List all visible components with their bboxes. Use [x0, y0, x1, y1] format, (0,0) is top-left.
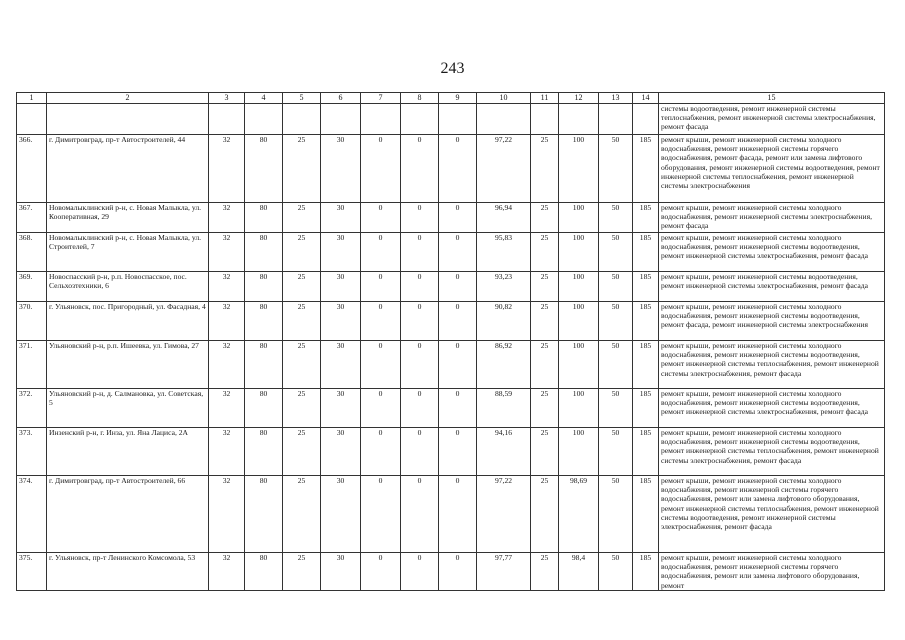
value-cell: 32 [209, 271, 245, 301]
table-row [17, 475, 885, 552]
value-cell: 50 [599, 202, 633, 232]
value-cell: 25 [283, 427, 321, 475]
value-cell: 30 [321, 552, 361, 590]
value-cell: 30 [321, 202, 361, 232]
value-cell: 97,22 [477, 475, 531, 552]
value-cell: 80 [245, 202, 283, 232]
value-cell: 80 [245, 134, 283, 202]
value-cell: 0 [401, 552, 439, 590]
value-cell: 32 [209, 134, 245, 202]
value-cell: 25 [283, 301, 321, 340]
table-row [17, 427, 885, 475]
column-header: 12 [559, 93, 599, 104]
value-cell: 30 [321, 134, 361, 202]
value-cell: 25 [283, 388, 321, 427]
column-header: 4 [245, 93, 283, 104]
row-index: 368. [17, 232, 47, 271]
address-cell: Новомалыклинский р-н, с. Новая Малыкла, ул. Строителей, 7 [47, 232, 209, 271]
row-index [17, 103, 47, 134]
register-table [16, 92, 885, 591]
value-cell: 32 [209, 340, 245, 388]
value-cell: 185 [633, 388, 659, 427]
value-cell: 25 [531, 475, 559, 552]
value-cell: 25 [283, 232, 321, 271]
value-cell: 30 [321, 340, 361, 388]
table-row [17, 552, 885, 590]
value-cell: 25 [531, 301, 559, 340]
value-cell: 25 [531, 427, 559, 475]
value-cell: 25 [283, 134, 321, 202]
value-cell [321, 103, 361, 134]
column-header: 3 [209, 93, 245, 104]
value-cell: 0 [361, 427, 401, 475]
value-cell: 50 [599, 301, 633, 340]
value-cell: 0 [439, 340, 477, 388]
value-cell: 0 [361, 232, 401, 271]
row-index: 374. [17, 475, 47, 552]
value-cell: 185 [633, 427, 659, 475]
value-cell: 0 [361, 271, 401, 301]
value-cell: 0 [439, 271, 477, 301]
value-cell: 100 [559, 134, 599, 202]
value-cell: 30 [321, 271, 361, 301]
address-cell: г. Ульяновск, пос. Пригородный, ул. Фасадная, 4 [47, 301, 209, 340]
table-row [17, 103, 885, 134]
column-header: 13 [599, 93, 633, 104]
table-row [17, 202, 885, 232]
value-cell: 0 [439, 552, 477, 590]
works-cell: системы водоотведения, ремонт инженерной системы теплоснабжения, ремонт инженерной системы электроснабжения, ремонт фасада [659, 103, 885, 134]
value-cell: 0 [361, 134, 401, 202]
column-header: 1 [17, 93, 47, 104]
value-cell: 50 [599, 552, 633, 590]
value-cell: 0 [361, 475, 401, 552]
value-cell: 0 [439, 232, 477, 271]
value-cell: 0 [401, 134, 439, 202]
value-cell: 30 [321, 427, 361, 475]
value-cell: 80 [245, 340, 283, 388]
value-cell: 32 [209, 388, 245, 427]
value-cell: 0 [401, 271, 439, 301]
value-cell: 80 [245, 232, 283, 271]
value-cell: 185 [633, 301, 659, 340]
column-header: 11 [531, 93, 559, 104]
table-row [17, 134, 885, 202]
value-cell: 30 [321, 301, 361, 340]
value-cell: 25 [531, 134, 559, 202]
value-cell: 88,59 [477, 388, 531, 427]
works-cell: ремонт крыши, ремонт инженерной системы водоотведения, ремонт инженерной системы электроснабжения, ремонт фасада [659, 271, 885, 301]
value-cell: 100 [559, 301, 599, 340]
value-cell: 25 [531, 232, 559, 271]
column-number-row [17, 93, 885, 104]
value-cell: 25 [283, 552, 321, 590]
value-cell [401, 103, 439, 134]
table-body [17, 103, 885, 590]
value-cell: 0 [401, 340, 439, 388]
address-cell: Новомалыклинский р-н, с. Новая Малыкла, ул. Кооперативная, 29 [47, 202, 209, 232]
value-cell [283, 103, 321, 134]
value-cell [361, 103, 401, 134]
column-header: 6 [321, 93, 361, 104]
value-cell: 30 [321, 388, 361, 427]
value-cell: 0 [361, 301, 401, 340]
address-cell: Инзенский р-н, г. Инза, ул. Яна Лациса, 2А [47, 427, 209, 475]
works-cell: ремонт крыши, ремонт инженерной системы холодного водоснабжения, ремонт инженерной системы водоотведения, ремонт инженерной системы электроснабжения, ремонт фасада [659, 388, 885, 427]
value-cell: 0 [401, 202, 439, 232]
value-cell: 30 [321, 232, 361, 271]
value-cell [633, 103, 659, 134]
value-cell: 30 [321, 475, 361, 552]
value-cell: 0 [361, 388, 401, 427]
value-cell: 32 [209, 427, 245, 475]
works-cell: ремонт крыши, ремонт инженерной системы холодного водоснабжения, ремонт инженерной системы горячего водоснабжения, ремонт или замена лифтового оборудования, ремонт [659, 552, 885, 590]
value-cell: 98,69 [559, 475, 599, 552]
address-cell: г. Ульяновск, пр-т Ленинского Комсомола, 53 [47, 552, 209, 590]
value-cell: 50 [599, 388, 633, 427]
row-index: 373. [17, 427, 47, 475]
value-cell: 100 [559, 427, 599, 475]
value-cell: 86,92 [477, 340, 531, 388]
row-index: 370. [17, 301, 47, 340]
value-cell: 185 [633, 552, 659, 590]
value-cell: 185 [633, 232, 659, 271]
row-index: 366. [17, 134, 47, 202]
value-cell: 185 [633, 475, 659, 552]
value-cell: 100 [559, 202, 599, 232]
value-cell: 25 [531, 388, 559, 427]
address-cell: г. Димитровград, пр-т Автостроителей, 44 [47, 134, 209, 202]
works-cell: ремонт крыши, ремонт инженерной системы холодного водоснабжения, ремонт инженерной системы водоотведения, ремонт инженерной системы теплоснабжения, ремонт инженерной системы электроснабжения, ремонт фасада [659, 427, 885, 475]
value-cell [531, 103, 559, 134]
value-cell: 50 [599, 427, 633, 475]
column-header: 7 [361, 93, 401, 104]
value-cell: 25 [531, 340, 559, 388]
row-index: 371. [17, 340, 47, 388]
column-header: 14 [633, 93, 659, 104]
value-cell: 97,77 [477, 552, 531, 590]
value-cell: 185 [633, 134, 659, 202]
row-index: 375. [17, 552, 47, 590]
value-cell: 80 [245, 388, 283, 427]
value-cell: 80 [245, 552, 283, 590]
address-cell: Ульяновский р-н, д. Салмановка, ул. Советская, 5 [47, 388, 209, 427]
value-cell: 90,82 [477, 301, 531, 340]
works-cell: ремонт крыши, ремонт инженерной системы холодного водоснабжения, ремонт инженерной системы горячего водоснабжения, ремонт или замена лифтового оборудования, ремонт инженерной системы теплоснабжения, ремонт инженерной системы водоотведения, ремонт инженерной системы электроснабжения, ремонт фасада [659, 475, 885, 552]
table-row [17, 388, 885, 427]
value-cell: 80 [245, 475, 283, 552]
value-cell: 80 [245, 301, 283, 340]
value-cell: 0 [439, 427, 477, 475]
value-cell: 50 [599, 232, 633, 271]
value-cell: 0 [401, 427, 439, 475]
value-cell: 96,94 [477, 202, 531, 232]
value-cell: 32 [209, 301, 245, 340]
value-cell: 25 [531, 552, 559, 590]
works-cell: ремонт крыши, ремонт инженерной системы холодного водоснабжения, ремонт инженерной системы водоотведения, ремонт инженерной системы электроснабжения, ремонт фасада [659, 232, 885, 271]
value-cell [209, 103, 245, 134]
value-cell: 0 [439, 475, 477, 552]
row-index: 369. [17, 271, 47, 301]
value-cell [559, 103, 599, 134]
value-cell [439, 103, 477, 134]
value-cell: 97,22 [477, 134, 531, 202]
value-cell: 100 [559, 232, 599, 271]
value-cell: 0 [361, 340, 401, 388]
address-cell [47, 103, 209, 134]
address-cell: Новоспасский р-н, р.п. Новоспасское, пос. Сельхозтехники, 6 [47, 271, 209, 301]
value-cell: 0 [439, 134, 477, 202]
value-cell: 0 [439, 388, 477, 427]
value-cell: 0 [401, 232, 439, 271]
value-cell: 50 [599, 271, 633, 301]
value-cell: 80 [245, 271, 283, 301]
works-cell: ремонт крыши, ремонт инженерной системы холодного водоснабжения, ремонт инженерной системы водоотведения, ремонт фасада, ремонт инженерной системы электроснабжения [659, 301, 885, 340]
value-cell: 100 [559, 388, 599, 427]
value-cell: 25 [283, 475, 321, 552]
column-header: 8 [401, 93, 439, 104]
row-index: 372. [17, 388, 47, 427]
value-cell: 93,23 [477, 271, 531, 301]
value-cell: 0 [401, 388, 439, 427]
column-header: 5 [283, 93, 321, 104]
works-cell: ремонт крыши, ремонт инженерной системы холодного водоснабжения, ремонт инженерной системы горячего водоснабжения, ремонт фасада, ремонт или замена лифтового оборудования, ремонт инженерной системы водоотведения, ремонт инженерной системы теплоснабжения, ремонт инженерной системы электроснабжения [659, 134, 885, 202]
value-cell: 98,4 [559, 552, 599, 590]
value-cell [245, 103, 283, 134]
value-cell: 32 [209, 232, 245, 271]
value-cell [599, 103, 633, 134]
value-cell: 100 [559, 271, 599, 301]
value-cell: 50 [599, 134, 633, 202]
table-row [17, 232, 885, 271]
column-header: 10 [477, 93, 531, 104]
address-cell: г. Димитровград, пр-т Автостроителей, 66 [47, 475, 209, 552]
column-header: 15 [659, 93, 885, 104]
value-cell: 0 [439, 202, 477, 232]
row-index: 367. [17, 202, 47, 232]
value-cell: 25 [531, 271, 559, 301]
table-row [17, 271, 885, 301]
value-cell: 25 [283, 340, 321, 388]
value-cell: 94,16 [477, 427, 531, 475]
table-row [17, 301, 885, 340]
value-cell: 50 [599, 340, 633, 388]
value-cell: 0 [401, 301, 439, 340]
value-cell: 25 [283, 202, 321, 232]
value-cell: 32 [209, 475, 245, 552]
column-header: 2 [47, 93, 209, 104]
value-cell: 0 [361, 202, 401, 232]
value-cell: 80 [245, 427, 283, 475]
value-cell: 25 [283, 271, 321, 301]
works-cell: ремонт крыши, ремонт инженерной системы холодного водоснабжения, ремонт инженерной системы водоотведения, ремонт инженерной системы теплоснабжения, ремонт инженерной системы электроснабжения, ремонт фасада [659, 340, 885, 388]
table-row [17, 340, 885, 388]
value-cell: 25 [531, 202, 559, 232]
value-cell: 50 [599, 475, 633, 552]
value-cell: 0 [439, 301, 477, 340]
page-number: 243 [440, 60, 465, 77]
value-cell: 32 [209, 552, 245, 590]
column-header: 9 [439, 93, 477, 104]
address-cell: Ульяновский р-н, р.п. Ишеевка, ул. Гимова, 27 [47, 340, 209, 388]
value-cell: 185 [633, 340, 659, 388]
value-cell: 32 [209, 202, 245, 232]
value-cell [477, 103, 531, 134]
works-cell: ремонт крыши, ремонт инженерной системы холодного водоснабжения, ремонт инженерной системы электроснабжения, ремонт фасада [659, 202, 885, 232]
value-cell: 0 [361, 552, 401, 590]
value-cell: 185 [633, 271, 659, 301]
value-cell: 185 [633, 202, 659, 232]
value-cell: 0 [401, 475, 439, 552]
value-cell: 100 [559, 340, 599, 388]
value-cell: 95,83 [477, 232, 531, 271]
